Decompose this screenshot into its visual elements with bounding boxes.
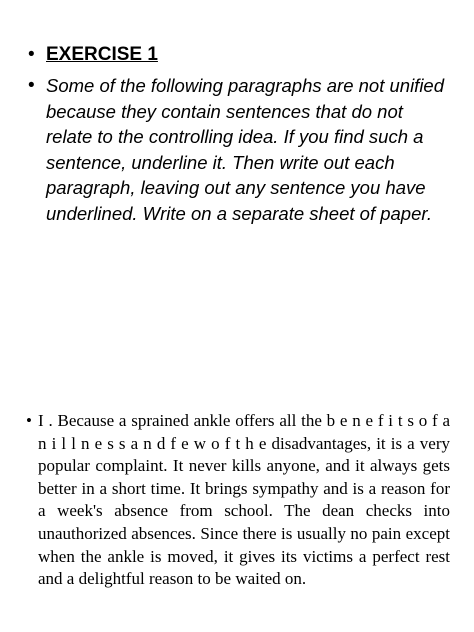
- instructions-row: [28, 73, 444, 226]
- instructions-text: Some of the following paragraphs are not unified because they contain sentences that do not relate to the controlling idea. If you find such a sentence, underline it. Then write out each paragraph, leaving out any sentence you have underlined. Write on a separate sheet of paper.: [46, 75, 445, 224]
- exercise-title: EXERCISE 1: [46, 44, 158, 65]
- paragraph-row: [26, 410, 450, 591]
- bullet-icon: •: [26, 411, 32, 430]
- bullet-icon: •: [28, 44, 35, 65]
- bullet-icon: •: [28, 75, 35, 96]
- paragraph-one-text: I . Because a sprained ankle offers all the b e n e f i t s o f a n i l l n e s s a n d f e w o f t h e disadvantages, it is a very popular complaint. It never kills anyone, and it always gets better in a short time. It brings sympathy and is a reason for a week's absence from school. The dean checks into unauthorized absences. Since there is usually no pain except when the ankle is moved, it gives its victims a perfect rest and a delightful reason to be waited on.: [38, 411, 450, 589]
- heading-row: [28, 42, 456, 68]
